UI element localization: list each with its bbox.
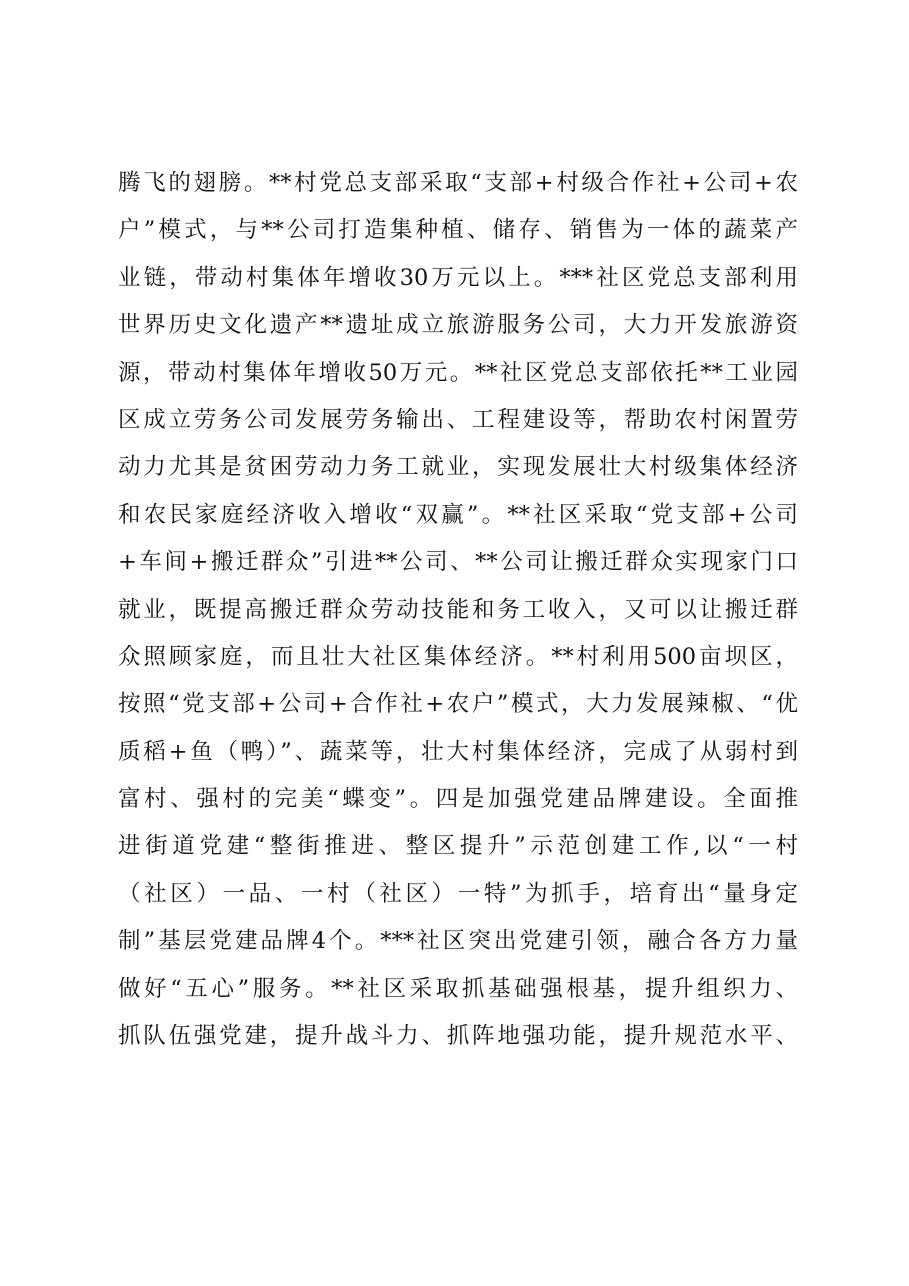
text-line: +车间+搬迁群众”引进**公司、**公司让搬迁群众实现家门口 bbox=[118, 549, 798, 576]
text-line: （社区）一品、一村（社区）一特”为抓手，培育出“量身定 bbox=[118, 880, 798, 907]
text-line: 按照“党支部+公司+合作社+农户”模式，大力发展辣椒、“优 bbox=[118, 691, 798, 718]
text-line: 区成立劳务公司发展劳务输出、工程建设等，帮助农村闲置劳 bbox=[118, 406, 798, 433]
text-line: 和农民家庭经济收入增收“双赢”。**社区采取“党支部+公司 bbox=[118, 501, 798, 528]
text-line: 业链，带动村集体年增收30万元以上。***社区党总支部利用 bbox=[118, 264, 798, 291]
text-line: 制”基层党建品牌4个。***社区突出党建引领，融合各方力量 bbox=[118, 928, 798, 955]
text-line: 源，带动村集体年增收50万元。**社区党总支部依托**工业园 bbox=[118, 359, 798, 386]
text-line: 户”模式，与**公司打造集种植、储存、销售为一体的蔬菜产 bbox=[118, 217, 798, 244]
text-line: 众照顾家庭，而且壮大社区集体经济。**村利用500亩坝区， bbox=[118, 643, 798, 670]
text-line: 进街道党建“整街推进、整区提升”示范创建工作,以“一村 bbox=[118, 833, 798, 860]
text-line: 腾飞的翅膀。**村党总支部采取“支部+村级合作社+公司+农 bbox=[118, 170, 798, 196]
text-line: 动力尤其是贫困劳动力务工就业，实现发展壮大村级集体经济 bbox=[118, 454, 798, 481]
text-line: 就业，既提高搬迁群众劳动技能和务工收入，又可以让搬迁群 bbox=[118, 596, 798, 623]
text-line: 富村、强村的完美“蝶变”。四是加强党建品牌建设。全面推 bbox=[118, 786, 798, 813]
text-line: 世界历史文化遗产**遗址成立旅游服务公司，大力开发旅游资 bbox=[118, 312, 798, 339]
text-line: 质稻+鱼（鸭）”、蔬菜等，壮大村集体经济，完成了从弱村到 bbox=[118, 738, 798, 765]
body-paragraph bbox=[118, 160, 798, 1060]
text-line: 抓队伍强党建，提升战斗力、抓阵地强功能，提升规范水平、 bbox=[118, 1023, 798, 1050]
text-line: 做好“五心”服务。**社区采取抓基础强根基，提升组织力、 bbox=[118, 975, 798, 1002]
